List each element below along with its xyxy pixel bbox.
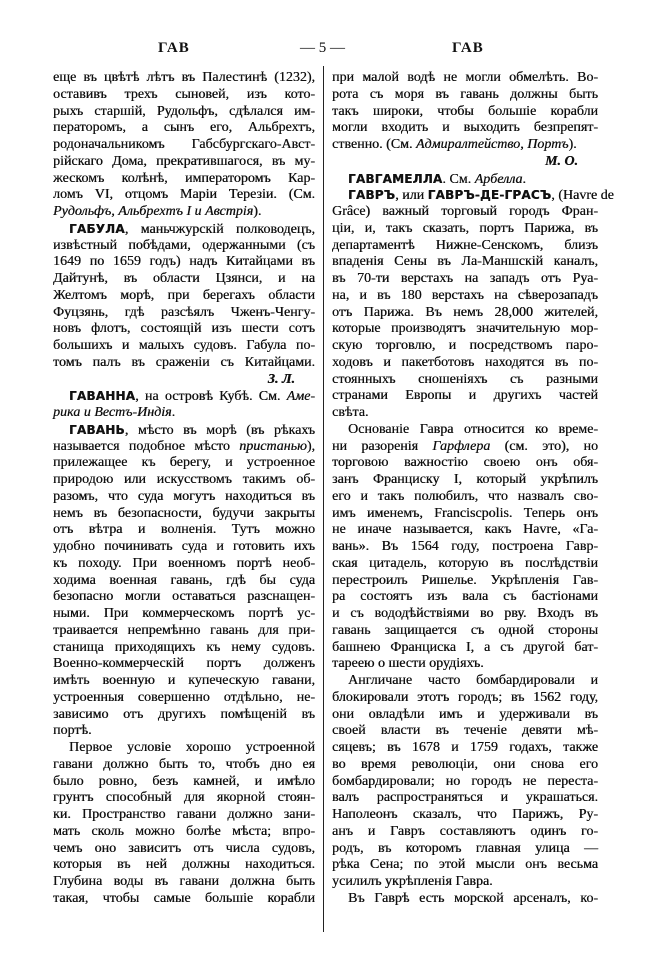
text-line: рота съ моря въ гавань должны быть <box>332 86 598 102</box>
text-fragment: . См. <box>442 171 475 187</box>
text-line: имъ именемъ, Franciscpolis. Теперь онъ <box>332 505 598 521</box>
text-line: удобно починивать суда и готовить ихъ <box>53 539 315 554</box>
text-fragment: называется подобное мѣсто <box>53 438 240 454</box>
text-line: рѣка Сена; по этой мысли онъ весьма <box>332 857 598 873</box>
text-line: ки. Пространство гавани должно зани- <box>53 807 315 822</box>
text-line: томъ палъ въ сраженіи съ Китайцами. <box>53 354 315 370</box>
running-head-left: ГАВ <box>158 40 190 56</box>
text-line: Глубина воды въ гавани должна быть <box>53 874 315 889</box>
text-line <box>53 388 315 405</box>
text-line: мать сколь можно болѣе мѣста; впро- <box>53 823 315 839</box>
text-line: такая, чтобы самые большіе корабли <box>53 890 315 906</box>
text-line: Англичане часто бомбардировали и <box>348 673 598 688</box>
text-line <box>332 187 614 204</box>
text-line: Военно-коммерческій портъ долженъ <box>53 656 315 672</box>
text-line: бомбардировали; но городъ не переста- <box>332 773 598 789</box>
text-line: на, и въ 180 верстахъ на сѣверозападъ <box>332 287 598 303</box>
text-line: новъ флотъ, состоящій изъ шести сотъ <box>53 321 315 337</box>
cross-reference: Гарфлера <box>432 438 491 454</box>
text-line: перестроилъ Ришелье. Укрѣпленія Гав- <box>332 572 598 588</box>
text-line: и съ вододѣйствіями во рву. Входъ въ <box>332 606 598 621</box>
text-line: устроенныя совершенно отдѣльно, не- <box>53 689 315 705</box>
text-line: департаментѣ Нижне-Сенскомъ, близъ <box>332 237 598 253</box>
text-line: они овладѣли имъ и удерживали въ <box>332 706 598 722</box>
text-line: своей власти въ теченіе девяти мѣ- <box>332 723 598 739</box>
author-signature: З. Л. <box>267 371 295 387</box>
text-fragment: ). <box>253 204 262 219</box>
text-fragment: , мѣсто въ морѣ (въ рѣкахъ <box>124 422 315 438</box>
text-line: свѣта. <box>332 405 369 420</box>
text-line: природою или искусствомъ такимъ об- <box>53 472 315 487</box>
text-line: рыхъ старшій, Рудольфъ, сдѣлался им- <box>53 103 315 119</box>
text-line: валъ распространяться и украшаться. <box>332 790 598 806</box>
text-line: разомъ, что суда могутъ находиться въ <box>53 488 315 504</box>
text-line: ходовъ и пакетботовъ находятся въ по- <box>332 354 598 370</box>
text-line: отъ Парижа. Въ немъ 28,000 жителей, <box>332 304 598 320</box>
entry-headword: ГАВРЪ <box>348 188 396 203</box>
text-line: извѣстный побѣдами, одержанными (съ <box>53 237 315 253</box>
text-line: торговою важностію своею онъ обя- <box>332 455 598 471</box>
text-line: могли входить и выходить безпрепят- <box>332 120 598 136</box>
text-line <box>53 221 315 238</box>
text-line: сяцевъ; въ 1678 и 1759 годахъ, также <box>332 740 598 755</box>
text-fragment: ). <box>568 137 577 152</box>
cross-reference: Арбелла <box>474 171 523 187</box>
text-line: Фуцзянь, гдѣ разсѣялъ Чженъ-Ченгу- <box>53 304 315 320</box>
text-line: стоянныхъ сношеніяхъ съ разными <box>332 371 598 387</box>
text-fragment: , или <box>395 188 428 204</box>
text-line: анъ и Гавръ составляютъ одинъ го- <box>332 823 598 839</box>
text-line: такъ широки, чтобы большіе корабли <box>332 103 598 119</box>
text-line: вань». Въ 1564 году, построена Гавр- <box>332 539 598 554</box>
text-fragment: , маньчжурскій полководецъ, <box>124 221 315 237</box>
text-line: немъ въ безопасности, будучи закрыты <box>53 505 315 521</box>
entry-headword: ГАВГАМЕЛЛА <box>348 171 443 186</box>
text-line: ра состоятъ изъ вала съ бастіонами <box>332 589 598 605</box>
text-line: которые производятъ значительную мор- <box>332 321 598 337</box>
running-head-right: ГАВ <box>452 40 484 56</box>
text-line: чемъ оно зависитъ отъ числа судовъ, <box>53 840 315 856</box>
text-fragment: , (Havre de <box>551 188 614 204</box>
text-line: Основаніе Гавра относится ко време- <box>348 421 598 437</box>
text-fragment: . <box>522 171 526 187</box>
text-line <box>332 439 598 456</box>
entry-headword: ГАВАНЬ <box>69 422 125 437</box>
text-line: зависимо отъ другихъ помѣщеній въ <box>53 706 315 722</box>
text-line: ходима военная гавань, гдѣ бы суда <box>53 572 315 588</box>
text-line: грунтъ способный для якорной стоян- <box>53 790 315 806</box>
text-line: было ровно, безъ камней, и имѣло <box>53 773 315 789</box>
left-column <box>53 70 315 908</box>
text-line: блокировали этотъ городъ; въ 1562 году, <box>332 689 598 705</box>
cross-reference: Адмиралтейство <box>415 137 521 152</box>
text-line: ными. При коммерческомъ портѣ ус- <box>53 606 315 621</box>
page-number: — 5 — <box>300 40 345 56</box>
text-line <box>53 422 315 439</box>
text-line: гавани должно быть то, чтобъ дно ея <box>53 756 315 772</box>
text-line: 1649 по 1659 годъ) надъ Китайцами въ <box>53 254 315 270</box>
column-divider <box>323 66 324 932</box>
text-line <box>53 405 315 422</box>
text-line: въ 70-ти верстахъ на западъ отъ Руа- <box>332 271 598 286</box>
text-line: занъ Франциску I, который укрѣпилъ <box>332 472 598 487</box>
cross-reference: пристанью <box>239 438 307 454</box>
text-line: еще въ цвѣтѣ лѣтъ въ Палестинѣ (1232), <box>53 70 315 85</box>
text-line: тареею о шести орудіяхъ. <box>332 656 484 672</box>
text-line: Grâce) важный торговый городъ Фран- <box>332 204 598 219</box>
cross-reference: рика и Вестъ-Индія <box>53 405 172 420</box>
text-line: усилилъ укрѣпленія Гавра. <box>332 874 493 889</box>
text-line: при малой водѣ не могли обмелѣть. Во- <box>332 70 598 85</box>
text-line <box>332 171 598 188</box>
text-line: впаденія Сены въ Ла-Маншскій каналъ, <box>332 254 598 270</box>
text-line: странами Европы и другихъ частей <box>332 388 598 404</box>
text-fragment: ственно. (См. <box>332 137 416 152</box>
cross-reference: Портъ <box>527 137 569 152</box>
text-line: большихъ и малыхъ судовъ. Габула по- <box>53 338 315 353</box>
text-line <box>332 137 598 154</box>
text-line: родъ, въ которомъ главная улица — <box>332 840 598 856</box>
author-signature: М. О. <box>544 153 578 169</box>
text-line: къ походу. При военномъ портѣ необ- <box>53 555 315 571</box>
text-fragment: . <box>171 405 176 420</box>
text-line: безопасно могли оставаться разснащен- <box>53 589 315 605</box>
text-line: портѣ. <box>53 723 92 739</box>
text-line: станища приходящихъ къ нему судовъ. <box>53 639 315 655</box>
text-line: траивается непремѣнно гавань для при- <box>53 622 315 638</box>
text-line: Первое условіе хорошо устроенной <box>69 740 315 755</box>
text-fragment: ни разоренія <box>332 438 433 454</box>
text-fragment: , <box>520 137 528 152</box>
text-line: Дайтунѣ, въ области Цзянси, и на <box>53 271 315 286</box>
text-line: Въ Гаврѣ есть морской арсеналъ, ко- <box>348 890 598 906</box>
text-line: не иначе называется, какъ Havre, «Га- <box>332 522 598 538</box>
entry-headword: ГАВРЪ-ДЕ-ГРАСЪ <box>427 188 552 203</box>
text-line: Желтомъ морѣ, при берегахъ области <box>53 287 315 303</box>
text-line: ператоромъ, а сынъ его, Альбрехтъ, <box>53 120 315 136</box>
text-fragment: ), <box>306 438 315 454</box>
text-fragment: , на островѣ Кубѣ. См. <box>135 389 287 405</box>
entry-headword: ГАВАННА <box>69 389 136 404</box>
text-line: во время революціи, они снова его <box>332 756 598 772</box>
text-line: рійскаго Дома, прекратившагося, въ му- <box>53 153 315 169</box>
text-line: башнею Франциска I, а съ другой бат- <box>332 639 598 655</box>
text-line: скую торговлю, и посредствомъ паро- <box>332 338 598 353</box>
cross-reference: Рудольфъ, Альбрехтъ I и Австрія <box>53 204 254 219</box>
text-line: гавань защищается съ одной стороны <box>332 622 598 638</box>
text-line: ская цитадель, которую въ послѣдствіи <box>332 555 598 571</box>
entry-headword: ГАБУЛА <box>69 221 125 236</box>
cross-reference: Аме- <box>286 389 315 405</box>
text-line: отъ вѣтра и волненія. Тутъ можно <box>53 522 315 538</box>
text-line <box>53 204 315 221</box>
text-line: ломъ VI, отцомъ Маріи Терезіи. (См. <box>53 187 315 203</box>
text-fragment: (см. это), но <box>490 438 598 454</box>
text-line: ціи, и, такъ сказать, портъ Парижа, въ <box>332 220 598 236</box>
right-column <box>332 70 614 908</box>
text-line: прилежащее къ берегу, и устроенное <box>53 455 315 471</box>
text-line: Наполеонъ сказалъ, что Парижъ, Ру- <box>332 807 598 822</box>
text-line: его и такъ полюбилъ, что назвалъ сво- <box>332 488 598 504</box>
text-line: оставивъ трехъ сыновей, изъ кото- <box>53 86 315 102</box>
text-line: жескомъ колѣнѣ, императоромъ Кар- <box>53 170 315 186</box>
text-line: родоначальникомъ Габсбургскаго-Авст- <box>53 137 315 152</box>
text-line: имѣть военную и купеческую гавани, <box>53 673 315 688</box>
text-line <box>53 439 315 456</box>
text-line: которыя въ ней должны находиться. <box>53 857 315 873</box>
